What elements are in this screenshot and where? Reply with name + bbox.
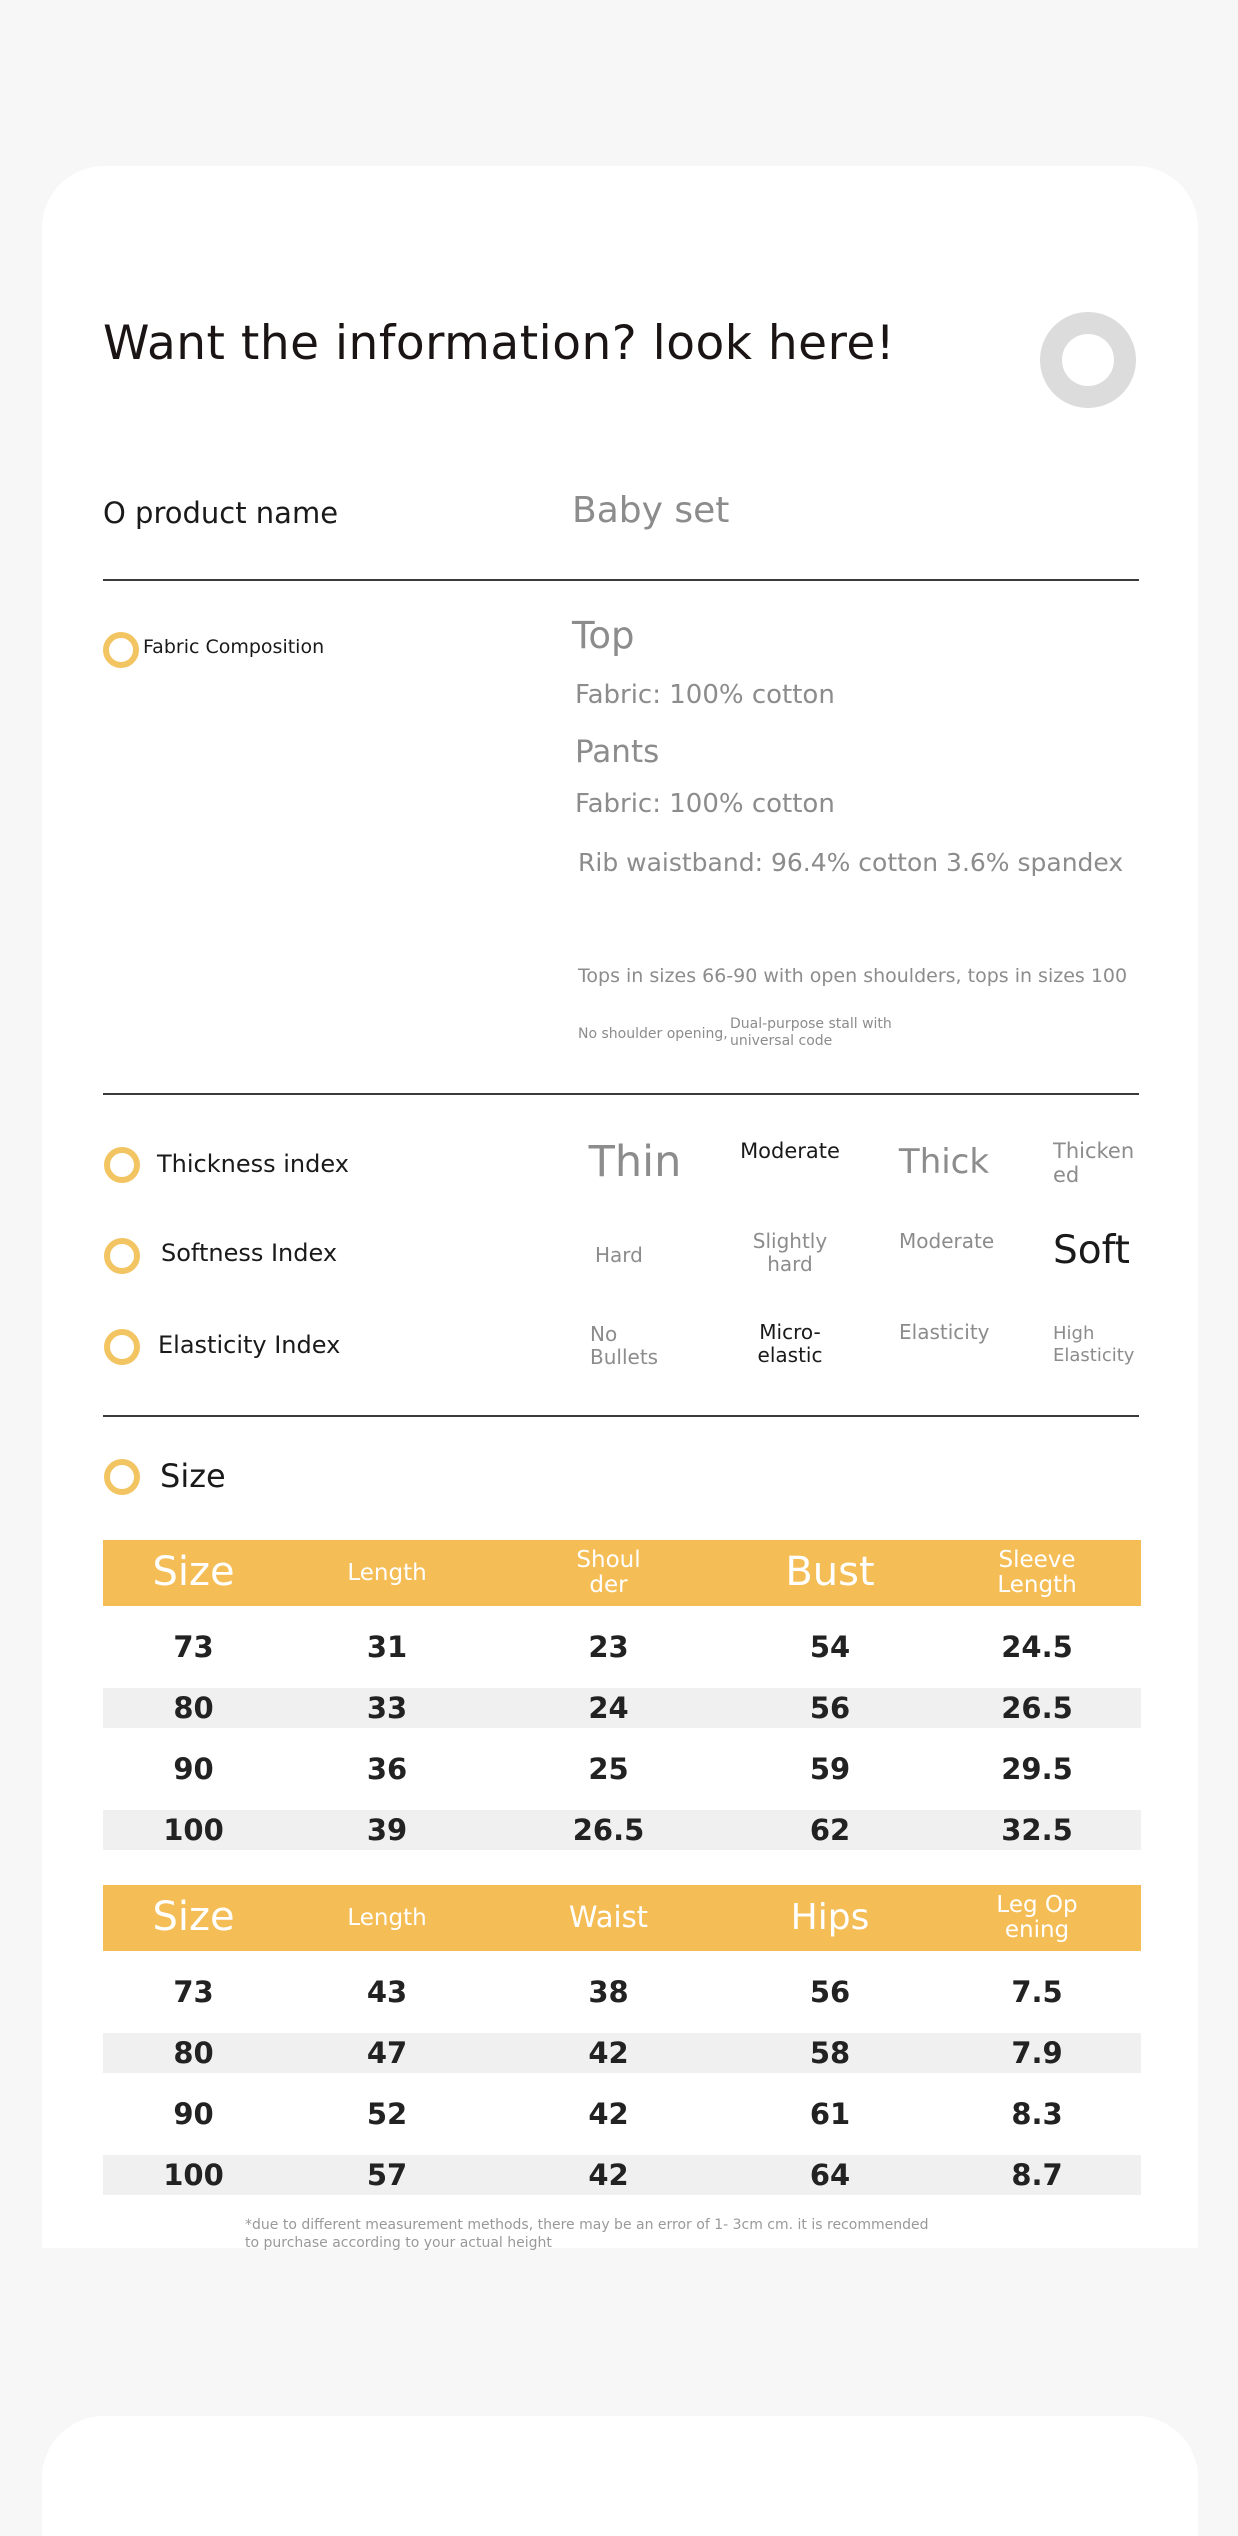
product-name-value: Baby set bbox=[572, 490, 730, 531]
elasticity-option-elasticity: Elasticity bbox=[899, 1320, 990, 1344]
cell: 73 bbox=[173, 1975, 214, 2009]
thickness-option-thin: Thin bbox=[588, 1137, 682, 1187]
elasticity-label: Elasticity Index bbox=[158, 1331, 341, 1359]
column-header-waist: Waist bbox=[568, 1900, 649, 1935]
table-row bbox=[103, 1627, 1141, 1667]
top-heading: Top bbox=[572, 614, 635, 657]
table-row bbox=[103, 1749, 1141, 1789]
column-header-size: Size bbox=[152, 1894, 235, 1941]
bullet-ring-icon bbox=[104, 1147, 140, 1183]
cell: 100 bbox=[163, 1813, 224, 1847]
softness-option-moderate: Moderate bbox=[899, 1229, 995, 1253]
pants-fabric: Fabric: 100% cotton bbox=[575, 789, 835, 819]
softness-option-hard: Hard bbox=[595, 1243, 643, 1267]
cell: 42 bbox=[588, 2158, 629, 2192]
divider bbox=[103, 579, 1139, 581]
pants-size-table bbox=[103, 1885, 1141, 2195]
cell: 7.9 bbox=[1011, 2036, 1063, 2070]
rib-waistband: Rib waistband: 96.4% cotton 3.6% spandex bbox=[578, 848, 1124, 877]
column-header-length: Length bbox=[347, 1904, 427, 1931]
cell: 56 bbox=[809, 1975, 851, 2009]
thickness-option-thickened: Thickened bbox=[1053, 1139, 1135, 1188]
cell: 38 bbox=[588, 1975, 629, 2009]
top-fabric: Fabric: 100% cotton bbox=[575, 680, 835, 710]
cell: 100 bbox=[163, 2158, 224, 2192]
table-row bbox=[103, 2155, 1141, 2195]
bullet-ring-icon bbox=[104, 1459, 140, 1495]
elasticity-option-micro-elastic: Micro-elastic bbox=[757, 1320, 823, 1367]
table-row bbox=[103, 1810, 1141, 1850]
size-label: Size bbox=[160, 1457, 226, 1495]
cell: 54 bbox=[809, 1630, 851, 1664]
circle-icon bbox=[1040, 312, 1136, 408]
softness-option-soft: Soft bbox=[1053, 1228, 1130, 1273]
pants-heading: Pants bbox=[575, 734, 660, 770]
bullet-ring-icon bbox=[104, 1329, 140, 1365]
cell: 42 bbox=[588, 2097, 629, 2131]
softness-option-slightly-hard: Slightly hard bbox=[752, 1229, 828, 1276]
column-header-hips: Hips bbox=[790, 1896, 870, 1938]
divider bbox=[103, 1093, 1139, 1095]
cell: 36 bbox=[366, 1752, 408, 1786]
cell: 73 bbox=[173, 1630, 214, 1664]
column-header-size: Size bbox=[152, 1549, 235, 1596]
next-card bbox=[42, 2416, 1198, 2536]
table-header-row bbox=[103, 1540, 1141, 1606]
cell: 8.3 bbox=[1011, 2097, 1063, 2131]
elasticity-option-no-bullets: No Bullets bbox=[590, 1322, 659, 1369]
column-header-leg-opening: Leg Opening bbox=[996, 1892, 1078, 1943]
column-header-sleeve-length: Sleeve Length bbox=[997, 1547, 1077, 1598]
cell: 52 bbox=[366, 2097, 408, 2131]
cell: 64 bbox=[809, 2158, 851, 2192]
cell: 61 bbox=[809, 2097, 851, 2131]
option-no-shoulder: No shoulder opening, bbox=[578, 1026, 728, 1042]
cell: 7.5 bbox=[1011, 1975, 1063, 2009]
measurement-footnote: *due to different measurement methods, there may be an error of 1- 3cm cm. it is recommended to purchase according to your actual height bbox=[245, 2217, 929, 2252]
cell: 26.5 bbox=[1001, 1691, 1073, 1725]
divider bbox=[103, 1415, 1139, 1417]
cell: 80 bbox=[173, 1691, 214, 1725]
thickness-option-thick: Thick bbox=[898, 1142, 990, 1182]
cell: 25 bbox=[588, 1752, 629, 1786]
table-row bbox=[103, 2094, 1141, 2134]
cell: 39 bbox=[366, 1813, 408, 1847]
column-header-shoulder: Shoulder bbox=[576, 1547, 641, 1598]
cell: 8.7 bbox=[1011, 2158, 1063, 2192]
cell: 33 bbox=[366, 1691, 408, 1725]
table-row bbox=[103, 1688, 1141, 1728]
cell: 26.5 bbox=[572, 1813, 645, 1847]
cell: 90 bbox=[173, 1752, 214, 1786]
cell: 43 bbox=[366, 1975, 408, 2009]
table-header-row bbox=[103, 1885, 1141, 1951]
page-title: Want the information? look here! bbox=[103, 316, 896, 371]
cell: 58 bbox=[809, 2036, 851, 2070]
fabric-composition-label: Fabric Composition bbox=[143, 636, 325, 658]
elasticity-option-high-elasticity: High Elasticity bbox=[1053, 1323, 1135, 1366]
cell: 42 bbox=[588, 2036, 629, 2070]
cell: 80 bbox=[173, 2036, 214, 2070]
column-header-bust: Bust bbox=[785, 1549, 875, 1596]
cell: 29.5 bbox=[1001, 1752, 1073, 1786]
option-dual-purpose: Dual-purpose stall with universal code bbox=[730, 1016, 892, 1049]
thickness-option-moderate: Moderate bbox=[740, 1139, 840, 1163]
thickness-label: Thickness index bbox=[157, 1150, 349, 1178]
cell: 59 bbox=[809, 1752, 851, 1786]
cell: 24.5 bbox=[1001, 1630, 1073, 1664]
cell: 47 bbox=[366, 2036, 408, 2070]
column-header-length: Length bbox=[347, 1559, 427, 1586]
shoulder-note: Tops in sizes 66-90 with open shoulders, tops in sizes 100 bbox=[578, 965, 1128, 987]
cell: 31 bbox=[366, 1630, 408, 1664]
bullet-ring-icon bbox=[103, 632, 139, 668]
top-size-table bbox=[103, 1540, 1141, 1850]
softness-label: Softness Index bbox=[161, 1239, 338, 1267]
table-row bbox=[103, 1972, 1141, 2012]
cell: 23 bbox=[588, 1630, 629, 1664]
cell: 57 bbox=[366, 2158, 408, 2192]
cell: 62 bbox=[809, 1813, 851, 1847]
product-name-label: O product name bbox=[103, 496, 339, 530]
table-row bbox=[103, 2033, 1141, 2073]
cell: 90 bbox=[173, 2097, 214, 2131]
cell: 24 bbox=[588, 1691, 629, 1725]
cell: 56 bbox=[809, 1691, 851, 1725]
cell: 32.5 bbox=[1001, 1813, 1073, 1847]
bullet-ring-icon bbox=[104, 1238, 140, 1274]
